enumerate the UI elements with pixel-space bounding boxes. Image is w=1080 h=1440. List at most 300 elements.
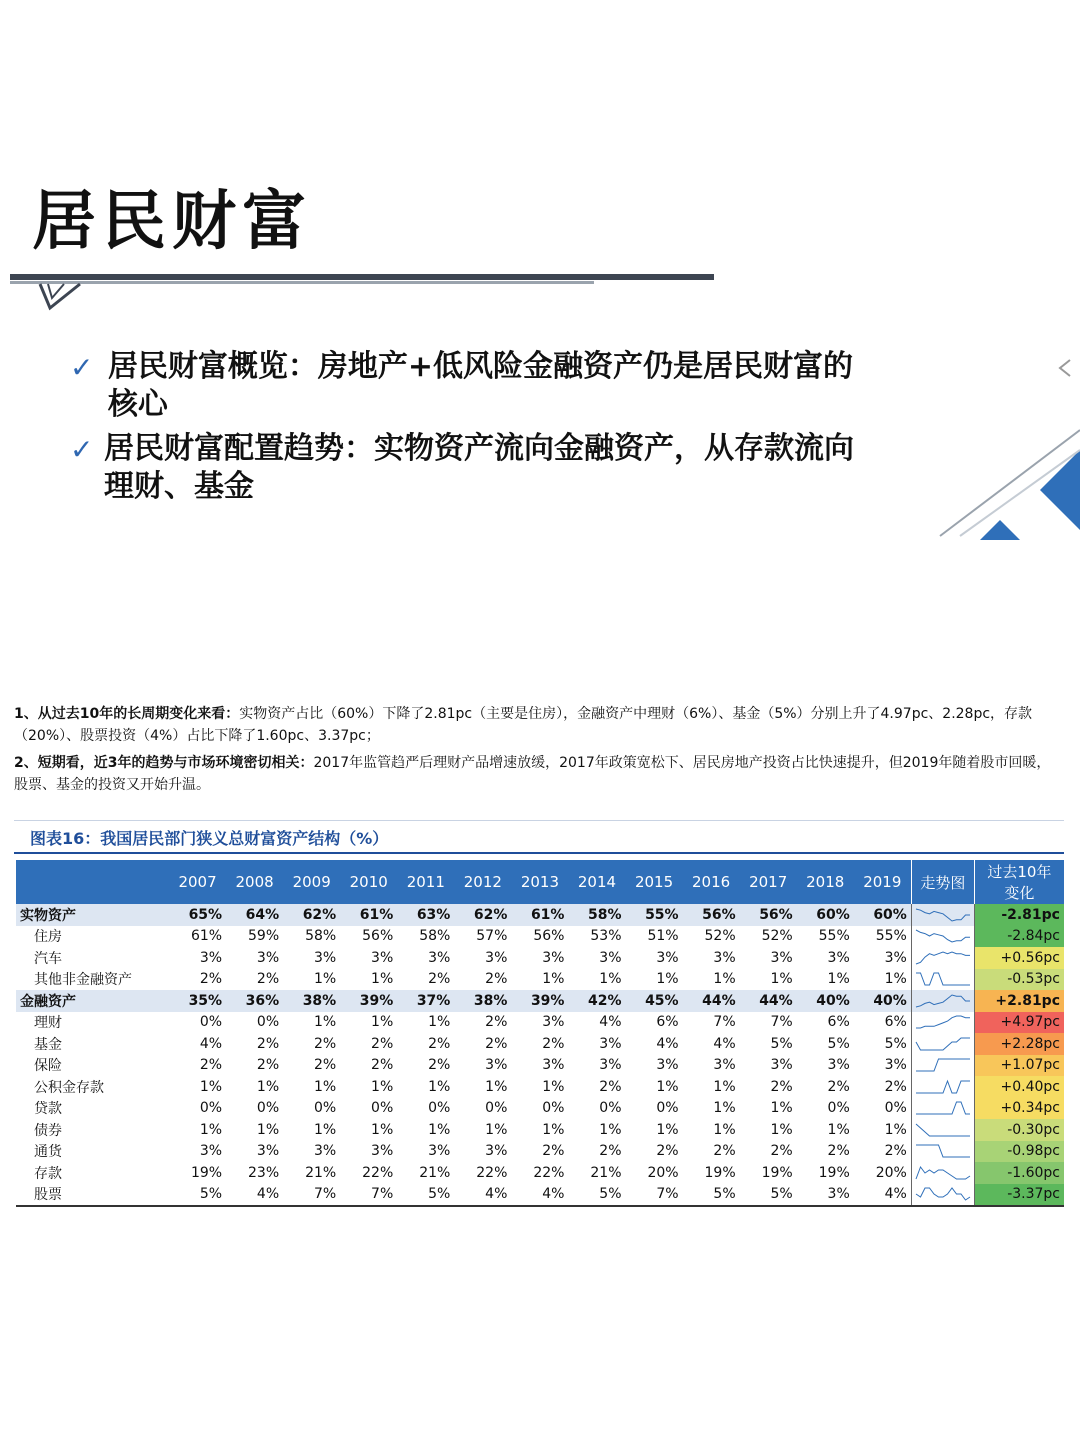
table-body — [16, 904, 1064, 1206]
trend-cell — [911, 1076, 974, 1098]
cell-value: 20% — [647, 1164, 679, 1181]
header-year: 2011 — [397, 860, 454, 904]
cell-value: 2% — [428, 971, 451, 988]
cell-value: 1% — [770, 971, 793, 988]
cell-value: 2% — [770, 1078, 793, 1095]
change-cell: -0.30pc — [974, 1119, 1064, 1141]
change-cell: -1.60pc — [974, 1162, 1064, 1184]
change-cell: -0.53pc — [974, 969, 1064, 991]
cell-value: 1% — [313, 1014, 337, 1031]
trend-cell — [911, 904, 974, 926]
cell-value: 55% — [875, 928, 907, 945]
cell-value: 2% — [428, 1057, 451, 1074]
sparkline-chart — [912, 926, 974, 946]
sparkline — [916, 1016, 970, 1028]
cell-value: 21% — [419, 1164, 451, 1181]
cell-value: 52% — [704, 928, 736, 945]
cell-value: 4% — [854, 1184, 912, 1207]
table-row — [16, 1098, 1064, 1120]
cell-value: 1% — [199, 1078, 223, 1095]
cell-value: 58% — [305, 928, 337, 945]
cell-value: 3% — [599, 949, 622, 966]
table-row — [16, 1055, 1064, 1077]
trend-cell — [911, 1012, 974, 1034]
cell-value: 3% — [428, 1143, 451, 1160]
cell-value: 1% — [656, 971, 679, 988]
sparkline-chart — [912, 991, 974, 1011]
cell-value: 0% — [656, 1100, 679, 1117]
cell-value: 2% — [428, 1035, 451, 1052]
cell-value: 3% — [199, 949, 223, 966]
sparkline — [916, 1102, 970, 1114]
bullet-list — [70, 348, 870, 512]
sparkline — [916, 1038, 970, 1050]
table-row — [16, 1076, 1064, 1098]
cell-value: 2% — [884, 1078, 907, 1095]
cell-value: 0% — [256, 1100, 280, 1117]
cell-value: 23% — [248, 1164, 280, 1181]
cell-value: 58% — [568, 904, 625, 926]
cell-value: 35% — [169, 990, 226, 1012]
cell-value: 2% — [199, 971, 223, 988]
cell-value: 6% — [884, 1014, 907, 1031]
cell-value: 1% — [199, 1121, 223, 1138]
cell-value: 0% — [371, 1100, 394, 1117]
change-cell: +2.28pc — [974, 1033, 1064, 1055]
trend-cell — [911, 1055, 974, 1077]
cell-value: 55% — [818, 928, 850, 945]
cell-value: 60% — [797, 904, 854, 926]
cell-value: 0% — [199, 1100, 223, 1117]
row-label: 通货 — [34, 1144, 62, 1161]
sparkline — [916, 1059, 970, 1071]
bullet-item — [70, 430, 870, 506]
cell-value: 20% — [875, 1164, 907, 1181]
cell-value: 1% — [371, 1014, 394, 1031]
cell-value: 56% — [533, 928, 565, 945]
checkmark-icon: ✓ — [70, 351, 94, 384]
row-label: 住房 — [34, 929, 62, 946]
cell-value: 4% — [656, 1035, 679, 1052]
trend-cell — [911, 926, 974, 948]
row-label: 实物资产 — [16, 904, 169, 926]
cell-value: 63% — [397, 904, 454, 926]
sparkline-chart — [912, 1120, 974, 1140]
cell-value: 44% — [683, 990, 740, 1012]
cell-value: 21% — [305, 1164, 337, 1181]
bullet-item — [70, 348, 870, 424]
row-label: 保险 — [34, 1058, 62, 1075]
cell-value: 4% — [454, 1184, 511, 1207]
change-cell: -3.37pc — [974, 1184, 1064, 1207]
trend-cell — [911, 969, 974, 991]
trend-cell — [911, 1098, 974, 1120]
cell-value: 1% — [827, 1121, 850, 1138]
cell-value: 1% — [256, 1121, 280, 1138]
cell-value: 0% — [199, 1014, 223, 1031]
cell-value: 3% — [713, 1057, 736, 1074]
cell-value: 7% — [626, 1184, 683, 1207]
cell-value: 1% — [428, 1014, 451, 1031]
cell-value: 3% — [797, 1184, 854, 1207]
cell-value: 6% — [827, 1014, 850, 1031]
cell-value: 1% — [713, 1078, 736, 1095]
cell-value: 1% — [542, 1078, 565, 1095]
cell-value: 58% — [419, 928, 451, 945]
row-label: 金融资产 — [16, 990, 169, 1012]
header-year: 2007 — [169, 860, 226, 904]
sparkline-chart — [912, 905, 974, 925]
sparkline — [916, 995, 970, 1007]
cell-value: 3% — [827, 949, 850, 966]
cell-value: 57% — [476, 928, 508, 945]
cell-value: 1% — [313, 1078, 337, 1095]
cell-value: 52% — [761, 928, 793, 945]
cell-value: 2% — [542, 1143, 565, 1160]
cell-value: 2% — [770, 1143, 793, 1160]
trend-cell — [911, 1141, 974, 1163]
table-row — [16, 1162, 1064, 1184]
cell-value: 19% — [190, 1164, 223, 1181]
cell-value: 3% — [485, 1143, 508, 1160]
cell-value: 2% — [713, 1143, 736, 1160]
cell-value: 37% — [397, 990, 454, 1012]
cell-value: 1% — [371, 971, 394, 988]
change-cell: +0.40pc — [974, 1076, 1064, 1098]
cell-value: 2% — [599, 1078, 622, 1095]
cell-value: 3% — [542, 1057, 565, 1074]
cell-value: 61% — [190, 928, 223, 945]
sparkline-chart — [912, 1184, 974, 1204]
cell-value: 6% — [656, 1014, 679, 1031]
row-label: 股票 — [16, 1184, 169, 1207]
cell-value: 2% — [656, 1143, 679, 1160]
cell-value: 19% — [761, 1164, 793, 1181]
cell-value: 2% — [485, 1014, 508, 1031]
cell-value: 2% — [485, 971, 508, 988]
cell-value: 3% — [542, 1014, 565, 1031]
cell-value: 1% — [371, 1078, 394, 1095]
cell-value: 19% — [818, 1164, 850, 1181]
row-label: 其他非金融资产 — [34, 972, 132, 989]
cell-value: 40% — [797, 990, 854, 1012]
trend-cell — [911, 1119, 974, 1141]
cell-value: 5% — [740, 1184, 797, 1207]
change-cell: -2.84pc — [974, 926, 1064, 948]
cell-value: 5% — [568, 1184, 625, 1207]
cell-value: 5% — [884, 1035, 907, 1052]
cell-value: 5% — [827, 1035, 850, 1052]
cell-value: 0% — [599, 1100, 622, 1117]
cell-value: 3% — [656, 1057, 679, 1074]
change-cell: -2.81pc — [974, 904, 1064, 926]
cell-value: 2% — [485, 1035, 508, 1052]
cell-value: 7% — [713, 1014, 736, 1031]
sparkline-chart — [912, 1034, 974, 1054]
cell-value: 1% — [770, 1121, 793, 1138]
table-row — [16, 926, 1064, 948]
sparkline-chart — [912, 969, 974, 989]
row-label: 基金 — [34, 1036, 62, 1053]
cell-value: 65% — [169, 904, 226, 926]
cell-value: 22% — [362, 1164, 394, 1181]
cell-value: 45% — [626, 990, 683, 1012]
cell-value: 2% — [199, 1057, 223, 1074]
cell-value: 3% — [313, 949, 337, 966]
checkmark-icon: ✓ — [70, 433, 94, 466]
cell-value: 0% — [428, 1100, 451, 1117]
trend-cell — [911, 1162, 974, 1184]
sparkline — [916, 1145, 970, 1157]
sparkline-chart — [912, 948, 974, 968]
cell-value: 3% — [599, 1057, 622, 1074]
cell-value: 2% — [371, 1035, 394, 1052]
sparkline — [916, 973, 970, 985]
paragraph-text: 2017年监管趋严后理财产品增速放缓，2017年政策宽松下、居民房地产投资占比快速提升，但2019年随着股市回暖，股票、基金的投资又开始升温。 — [14, 755, 1051, 793]
header-change: 过去10年 变化 — [974, 860, 1064, 904]
cell-value: 61% — [340, 904, 397, 926]
cell-value: 60% — [854, 904, 912, 926]
header-year: 2016 — [683, 860, 740, 904]
sparkline — [916, 1081, 970, 1093]
sparkline — [916, 1188, 970, 1200]
cell-value: 2% — [599, 1143, 622, 1160]
cell-value: 3% — [256, 1143, 280, 1160]
change-cell: +0.34pc — [974, 1098, 1064, 1120]
cell-value: 2% — [313, 1057, 337, 1074]
cell-value: 0% — [313, 1100, 337, 1117]
cell-value: 1% — [542, 1121, 565, 1138]
cell-value: 39% — [340, 990, 397, 1012]
header-year: 2009 — [283, 860, 340, 904]
cell-value: 4% — [511, 1184, 568, 1207]
cell-value: 1% — [599, 971, 622, 988]
change-cell: +1.07pc — [974, 1055, 1064, 1077]
cell-value: 1% — [827, 971, 850, 988]
header-year: 2017 — [740, 860, 797, 904]
sparkline-chart — [912, 1098, 974, 1118]
cell-value: 7% — [340, 1184, 397, 1207]
row-label: 债券 — [34, 1122, 62, 1139]
cell-value: 5% — [169, 1184, 226, 1207]
cell-value: 1% — [428, 1121, 451, 1138]
cell-value: 3% — [199, 1143, 223, 1160]
table-header-row — [16, 860, 1064, 904]
trend-cell — [911, 947, 974, 969]
cell-value: 1% — [485, 1121, 508, 1138]
cell-value: 2% — [371, 1057, 394, 1074]
cell-value: 0% — [542, 1100, 565, 1117]
cell-value: 3% — [770, 949, 793, 966]
cell-value: 0% — [827, 1100, 850, 1117]
cell-value: 0% — [256, 1014, 280, 1031]
cell-value: 1% — [884, 1121, 907, 1138]
cell-value: 0% — [485, 1100, 508, 1117]
cell-value: 44% — [740, 990, 797, 1012]
cell-value: 4% — [713, 1035, 736, 1052]
cell-value: 7% — [283, 1184, 340, 1207]
corner-decoration — [920, 340, 1080, 540]
cell-value: 1% — [599, 1121, 622, 1138]
sparkline-chart — [912, 1163, 974, 1183]
cell-value: 4% — [199, 1035, 223, 1052]
cell-value: 42% — [568, 990, 625, 1012]
cell-value: 4% — [599, 1014, 622, 1031]
cell-value: 1% — [256, 1078, 280, 1095]
sparkline — [916, 952, 970, 964]
cell-value: 22% — [533, 1164, 565, 1181]
sparkline-chart — [912, 1077, 974, 1097]
row-label: 存款 — [34, 1165, 62, 1182]
cell-value: 62% — [454, 904, 511, 926]
cell-value: 3% — [827, 1057, 850, 1074]
table-row — [16, 1033, 1064, 1055]
cell-value: 61% — [511, 904, 568, 926]
row-label: 汽车 — [34, 950, 62, 967]
cell-value: 19% — [704, 1164, 736, 1181]
cell-value: 3% — [884, 949, 907, 966]
figure-title-rule — [14, 852, 1064, 854]
cell-value: 55% — [626, 904, 683, 926]
cell-value: 1% — [656, 1078, 679, 1095]
cell-value: 0% — [884, 1100, 907, 1117]
change-cell: +4.97pc — [974, 1012, 1064, 1034]
paragraph-lead: 2、短期看，近3年的趋势与市场环境密切相关： — [14, 755, 314, 771]
change-cell: -0.98pc — [974, 1141, 1064, 1163]
table-row — [16, 1012, 1064, 1034]
cell-value: 5% — [397, 1184, 454, 1207]
cell-value: 3% — [599, 1035, 622, 1052]
row-label: 贷款 — [34, 1101, 62, 1118]
sparkline — [916, 1167, 970, 1179]
cell-value: 3% — [485, 1057, 508, 1074]
header-year: 2019 — [854, 860, 912, 904]
wealth-structure-table — [16, 860, 1064, 1207]
cell-value: 2% — [827, 1143, 850, 1160]
header-year: 2010 — [340, 860, 397, 904]
cell-value: 3% — [884, 1057, 907, 1074]
cell-value: 3% — [713, 949, 736, 966]
table-row — [16, 947, 1064, 969]
change-cell: +0.56pc — [974, 947, 1064, 969]
header-year: 2015 — [626, 860, 683, 904]
cell-value: 1% — [428, 1078, 451, 1095]
cell-value: 53% — [590, 928, 622, 945]
row-label: 理财 — [34, 1015, 62, 1032]
header-label — [16, 860, 169, 904]
cell-value: 22% — [476, 1164, 508, 1181]
header-year: 2014 — [568, 860, 625, 904]
header-year: 2013 — [511, 860, 568, 904]
figure-title: 图表16：我国居民部门狭义总财富资产结构（%） — [30, 829, 389, 848]
cell-value: 36% — [226, 990, 283, 1012]
header-year: 2008 — [226, 860, 283, 904]
cell-value: 3% — [542, 949, 565, 966]
cell-value: 40% — [854, 990, 912, 1012]
cell-value: 2% — [256, 1035, 280, 1052]
paragraph-1 — [14, 703, 1064, 747]
sparkline — [916, 1124, 970, 1136]
cell-value: 38% — [283, 990, 340, 1012]
cell-value: 1% — [770, 1100, 793, 1117]
cell-value: 64% — [226, 904, 283, 926]
header-year: 2012 — [454, 860, 511, 904]
cell-value: 2% — [256, 971, 280, 988]
cell-value: 38% — [454, 990, 511, 1012]
cell-value: 3% — [371, 1143, 394, 1160]
bullet-text: 居民财富概览：房地产+低风险金融资产仍是居民财富的核心 — [107, 349, 853, 422]
figure-top-rule — [14, 820, 1064, 821]
table-row — [16, 904, 1064, 926]
trend-cell — [911, 990, 974, 1012]
cell-value: 21% — [590, 1164, 622, 1181]
cell-value: 3% — [770, 1057, 793, 1074]
table-row — [16, 1141, 1064, 1163]
cell-value: 1% — [371, 1121, 394, 1138]
cell-value: 51% — [647, 928, 679, 945]
table-row — [16, 969, 1064, 991]
cell-value: 1% — [713, 971, 736, 988]
cell-value: 1% — [713, 1100, 736, 1117]
trend-cell — [911, 1033, 974, 1055]
cell-value: 56% — [740, 904, 797, 926]
table-row — [16, 1119, 1064, 1141]
header-year: 2018 — [797, 860, 854, 904]
row-label: 公积金存款 — [34, 1079, 104, 1096]
cell-value: 7% — [770, 1014, 793, 1031]
cell-value: 62% — [283, 904, 340, 926]
cell-value: 3% — [428, 949, 451, 966]
cell-value: 2% — [884, 1143, 907, 1160]
sparkline-chart — [912, 1012, 974, 1032]
cell-value: 56% — [362, 928, 394, 945]
sparkline — [916, 909, 970, 921]
header-trend: 走势图 — [911, 860, 974, 904]
sparkline-chart — [912, 1055, 974, 1075]
cell-value: 1% — [656, 1121, 679, 1138]
table-row — [16, 990, 1064, 1012]
cell-value: 1% — [313, 971, 337, 988]
cell-value: 3% — [256, 949, 280, 966]
cell-value: 3% — [371, 949, 394, 966]
cell-value: 5% — [683, 1184, 740, 1207]
cell-value: 1% — [542, 971, 565, 988]
bullet-text: 居民财富配置趋势：实物资产流向金融资产，从存款流向理财、基金 — [104, 431, 855, 504]
table-row — [16, 1184, 1064, 1207]
change-cell: +2.81pc — [974, 990, 1064, 1012]
cell-value: 59% — [248, 928, 280, 945]
title-underline-decoration — [0, 258, 720, 318]
paragraph-text: 实物资产占比（60%）下降了2.81pc（主要是住房），金融资产中理财（6%）、基金（5%）分别上升了4.97pc、2.28pc，存款（20%）、股票投资（4%）占比下降了1.60pc、3.37pc； — [14, 706, 1033, 744]
cell-value: 1% — [884, 971, 907, 988]
cell-value: 1% — [713, 1121, 736, 1138]
cell-value: 2% — [256, 1057, 280, 1074]
cell-value: 3% — [313, 1143, 337, 1160]
cell-value: 2% — [542, 1035, 565, 1052]
cell-value: 1% — [485, 1078, 508, 1095]
cell-value: 1% — [313, 1121, 337, 1138]
paragraph-2 — [14, 752, 1064, 796]
page-title: 居民财富 — [32, 184, 312, 259]
cell-value: 4% — [226, 1184, 283, 1207]
paragraph-lead: 1、从过去10年的长周期变化来看： — [14, 706, 240, 722]
cell-value: 2% — [827, 1078, 850, 1095]
cell-value: 2% — [313, 1035, 337, 1052]
trend-cell — [911, 1184, 974, 1207]
cell-value: 39% — [511, 990, 568, 1012]
cell-value: 5% — [770, 1035, 793, 1052]
cell-value: 3% — [485, 949, 508, 966]
